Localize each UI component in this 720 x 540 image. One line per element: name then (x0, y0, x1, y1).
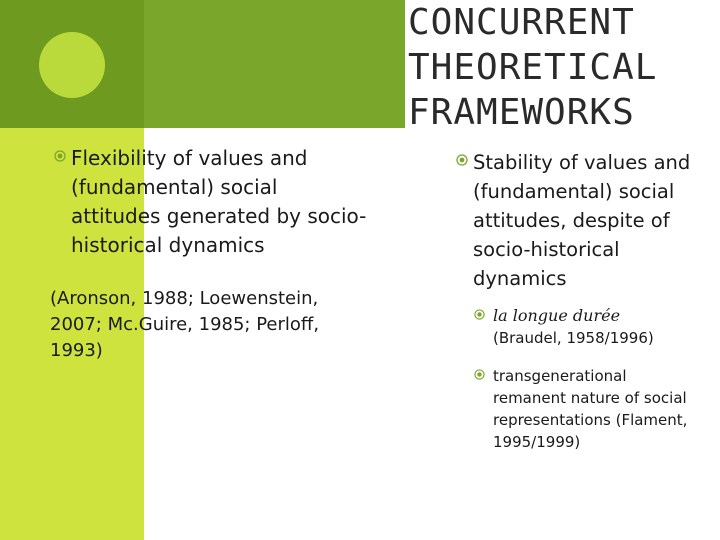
left-citation: (Aronson, 1988; Loewenstein, 2007; Mc.Guire, 1985; Perloff, 1993) (50, 288, 320, 361)
slide-title (408, 0, 718, 135)
title-line: CONCURRENT (408, 2, 635, 43)
right-column (452, 148, 702, 453)
sub-bullet-text: transgenerational remanent nature of social representations (Flament, 1995/1999) (493, 367, 688, 451)
sub-bullet-longue-duree (452, 305, 702, 349)
title-line: FRAMEWORKS (408, 92, 635, 133)
right-bullet (452, 148, 702, 293)
circled-dot-icon (54, 150, 66, 162)
circled-dot-icon (456, 154, 468, 166)
right-bullet-text: Stability of values and (fundamental) social attitudes, despite of socio-historical dynamics (473, 151, 691, 290)
left-bullet (50, 144, 370, 260)
circled-dot-icon (474, 369, 485, 380)
decorative-circle (39, 32, 105, 98)
title-line: THEORETICAL (408, 47, 658, 88)
left-column (50, 144, 370, 364)
circled-dot-icon (474, 309, 485, 320)
sub-bullet-citation: (Braudel, 1958/1996) (493, 329, 654, 347)
sub-bullet-transgenerational (452, 365, 702, 453)
sub-bullet-text: la longue durée (493, 306, 621, 325)
left-bullet-text: Flexibility of values and (fundamental) social attitudes generated by socio-historical dynamics (71, 146, 367, 257)
